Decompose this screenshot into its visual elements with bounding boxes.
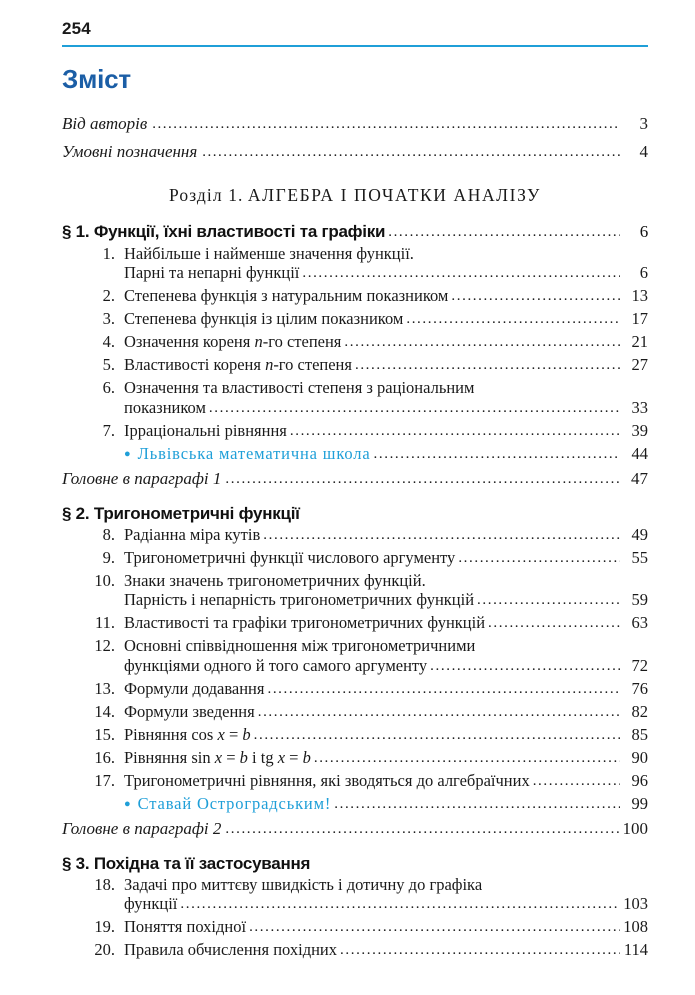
toc-item-page: 108 xyxy=(623,917,648,937)
toc-item-text: Формули додавання xyxy=(124,678,265,698)
dot-leader xyxy=(406,312,620,327)
toc-item-text: Тригонометричні функції числового аргументу xyxy=(124,547,456,567)
toc-item[interactable] xyxy=(62,615,648,632)
toc-item-text: Степенева функція з натуральним показником xyxy=(124,286,449,306)
toc-item-body xyxy=(124,524,648,544)
toc-item-number: 4. xyxy=(102,332,115,352)
toc-item[interactable] xyxy=(62,874,648,914)
header-rule xyxy=(62,45,648,48)
toc-item-number: 14. xyxy=(94,701,115,721)
toc-item-text: функції xyxy=(124,894,178,914)
toc-item-text: Задачі про миттєву швидкість і дотичну до графіка xyxy=(124,874,483,894)
section-heading-page: 6 xyxy=(639,221,648,241)
dot-leader xyxy=(533,774,620,789)
page-number: 254 xyxy=(62,19,91,38)
dot-leader xyxy=(258,705,620,720)
toc-item-number: 16. xyxy=(94,747,115,767)
toc-bullet-page: 99 xyxy=(631,793,648,813)
toc-item-body xyxy=(124,334,648,351)
toc-item-text: Основні співвідношення між тригонометричними xyxy=(124,636,476,656)
dot-leader xyxy=(254,728,620,743)
toc-item-body xyxy=(124,420,648,440)
toc-item-text: показником xyxy=(124,397,206,417)
toc-item-page: 103 xyxy=(623,894,648,914)
toc-item-number: 19. xyxy=(94,917,115,937)
toc-item-page: 33 xyxy=(631,397,648,417)
sections-container xyxy=(62,223,648,960)
chapter-heading xyxy=(62,185,648,206)
front-matter-entry[interactable] xyxy=(62,115,648,133)
dot-leader xyxy=(180,897,620,912)
toc-item-number: 6. xyxy=(102,378,115,398)
toc-item-text: Рівняння cos x = b xyxy=(124,724,251,744)
toc-item-text: Тригонометричні рівняння, які зводяться до алгебраїчних xyxy=(124,770,530,790)
dot-leader xyxy=(388,225,620,240)
chapter-title: АЛГЕБРА І ПОЧАТКИ АНАЛІЗУ xyxy=(247,184,541,205)
dot-leader xyxy=(225,822,620,837)
toc-item-body xyxy=(124,547,648,567)
toc-item-number: 5. xyxy=(102,355,115,375)
section-summary-label: Головне в параграфі 1 xyxy=(62,468,222,488)
dot-leader xyxy=(344,335,620,350)
section-heading[interactable] xyxy=(62,223,648,241)
toc-item-body xyxy=(124,724,648,744)
toc-item[interactable] xyxy=(62,701,648,721)
toc-item-text: Степенева функція із цілим показником xyxy=(124,309,404,329)
toc-item-page: 63 xyxy=(631,613,648,633)
toc-item-text: Властивості та графіки тригонометричних функцій xyxy=(124,613,486,633)
section-heading-label: § 3. Похідна та її застосування xyxy=(62,853,311,873)
section-summary-page: 100 xyxy=(622,818,648,838)
dot-leader xyxy=(477,593,620,608)
bullet-dot-icon: ● xyxy=(124,797,131,810)
dot-leader xyxy=(152,117,620,132)
section-summary-page: 47 xyxy=(631,468,648,488)
toc-item-page: 72 xyxy=(631,655,648,675)
toc-item[interactable] xyxy=(62,420,648,440)
toc-item-text: Рівняння sin x = b і tg x = b xyxy=(124,747,311,767)
chapter-prefix: Розділ 1. xyxy=(168,184,244,205)
toc-item-page: 27 xyxy=(631,355,648,375)
dot-leader xyxy=(209,401,620,416)
toc-item[interactable] xyxy=(62,334,648,351)
toc-item[interactable] xyxy=(62,724,648,744)
dot-leader xyxy=(340,943,620,958)
front-matter-list xyxy=(62,115,648,161)
toc-item[interactable] xyxy=(62,288,648,305)
dot-leader xyxy=(355,358,620,373)
section-heading[interactable] xyxy=(62,505,648,522)
toc-item-text: Поняття похідної xyxy=(124,917,247,937)
toc-item-body xyxy=(124,357,648,374)
toc-item[interactable] xyxy=(62,942,648,959)
toc-item-body xyxy=(124,311,648,328)
toc-item-body xyxy=(124,638,648,675)
toc-item-page: 55 xyxy=(631,547,648,567)
toc-item-body xyxy=(124,243,648,283)
toc-item-body xyxy=(124,570,648,610)
toc-item-number: 1. xyxy=(102,243,115,263)
toc-item-page: 82 xyxy=(631,701,648,721)
toc-item-page: 85 xyxy=(631,724,648,744)
toc-item-page: 96 xyxy=(631,770,648,790)
toc-item[interactable] xyxy=(62,678,648,698)
section-heading-label: § 2. Тригонометричні функції xyxy=(62,503,300,523)
dot-leader xyxy=(302,266,620,281)
toc-item-number: 11. xyxy=(94,613,115,633)
dot-leader xyxy=(458,551,620,566)
dot-leader xyxy=(225,472,620,487)
toc-item-number: 2. xyxy=(102,286,115,306)
toc-item-number: 10. xyxy=(94,570,115,590)
front-matter-page: 4 xyxy=(639,141,648,161)
toc-item[interactable] xyxy=(62,243,648,283)
section-summary-entry[interactable] xyxy=(62,470,648,488)
toc-item-text: Парність і непарність тригонометричних функцій xyxy=(124,590,475,610)
front-matter-label: Умовні позначення xyxy=(62,141,198,161)
toc-item[interactable] xyxy=(62,570,648,610)
toc-item[interactable] xyxy=(62,770,648,790)
toc-bullet-page: 44 xyxy=(631,443,648,463)
dot-leader xyxy=(488,616,620,631)
toc-item-body xyxy=(124,701,648,721)
dot-leader xyxy=(263,528,620,543)
toc-item-number: 12. xyxy=(94,636,115,656)
toc-item[interactable] xyxy=(62,380,648,417)
toc-bullet-label: Ставай Остроградським! xyxy=(137,793,332,813)
toc-item-text: Означення кореня n-го степеня xyxy=(124,332,342,352)
toc-item-page: 49 xyxy=(631,524,648,544)
toc-item-body xyxy=(124,770,648,790)
front-matter-label: Від авторів xyxy=(62,113,148,133)
toc-item-number: 13. xyxy=(94,678,115,698)
dot-leader xyxy=(202,145,620,160)
toc-item-body xyxy=(124,874,648,914)
toc-item-text: Парні та непарні функції xyxy=(124,263,300,283)
toc-item-number: 3. xyxy=(102,309,115,329)
toc-item-number: 20. xyxy=(94,940,115,960)
toc-item[interactable] xyxy=(62,357,648,374)
toc-item-text: Найбільше і найменше значення функції. xyxy=(124,243,414,263)
toc-item[interactable] xyxy=(62,524,648,544)
toc-item-page: 59 xyxy=(631,590,648,610)
toc-item[interactable] xyxy=(62,919,648,936)
toc-item-page: 13 xyxy=(631,286,648,306)
toc-item-body xyxy=(124,919,648,936)
toc-item-text: Означення та властивості степеня з раціональним xyxy=(124,378,475,398)
toc-item[interactable] xyxy=(62,311,648,328)
dot-leader xyxy=(249,920,620,935)
toc-item-page: 6 xyxy=(639,263,648,283)
toc-item-text: Знаки значень тригонометричних функцій. xyxy=(124,570,426,590)
toc-item-page: 114 xyxy=(623,940,648,960)
front-matter-entry[interactable] xyxy=(62,143,648,161)
toc-item-page: 17 xyxy=(631,309,648,329)
toc-item-body xyxy=(124,942,648,959)
front-matter-page: 3 xyxy=(639,113,648,133)
toc-item-text: Радіанна міра кутів xyxy=(124,524,261,544)
toc-item-page: 90 xyxy=(631,747,648,767)
section-summary-label: Головне в параграфі 2 xyxy=(62,818,222,838)
toc-item-text: функціями одного й того самого аргументу xyxy=(124,655,428,675)
dot-leader xyxy=(290,424,620,439)
toc-item[interactable] xyxy=(62,547,648,567)
section-summary-entry[interactable] xyxy=(62,820,648,838)
dot-leader xyxy=(430,659,620,674)
toc-item[interactable] xyxy=(62,747,648,767)
toc-bullet-label: Львівська математична школа xyxy=(137,443,371,463)
toc-item-body xyxy=(124,288,648,305)
section-entry-list xyxy=(62,524,648,813)
toc-item-body xyxy=(124,678,648,698)
toc-item[interactable] xyxy=(62,638,648,675)
toc-item-body xyxy=(124,380,648,417)
section-heading[interactable] xyxy=(62,855,648,872)
toc-item-number: 18. xyxy=(94,874,115,894)
toc-item-number: 9. xyxy=(102,547,115,567)
toc-bullet-entry[interactable] xyxy=(62,443,648,463)
toc-item-number: 15. xyxy=(94,724,115,744)
toc-item-page: 21 xyxy=(631,332,648,352)
section-heading-label: § 1. Функції, їхні властивості та графіки xyxy=(62,221,386,241)
toc-item-body xyxy=(124,615,648,632)
toc-item-text: Властивості кореня n-го степеня xyxy=(124,355,352,375)
bullet-dot-icon: ● xyxy=(124,447,131,460)
toc-item-number: 7. xyxy=(102,420,115,440)
toc-item-page: 76 xyxy=(631,678,648,698)
page-title: Зміст xyxy=(62,64,131,95)
toc-bullet-entry[interactable] xyxy=(62,793,648,813)
dot-leader xyxy=(267,682,620,697)
dot-leader xyxy=(451,289,620,304)
toc-item-text: Правила обчислення похідних xyxy=(124,940,338,960)
section-entry-list xyxy=(62,874,648,960)
toc-item-text: Формули зведення xyxy=(124,701,255,721)
dot-leader xyxy=(314,751,620,766)
toc-item-number: 17. xyxy=(94,770,115,790)
toc-item-text: Ірраціональні рівняння xyxy=(124,420,287,440)
toc-item-number: 8. xyxy=(102,524,115,544)
section-entry-list xyxy=(62,243,648,463)
toc-item-body xyxy=(124,747,648,767)
dot-leader xyxy=(374,447,620,462)
toc-item-page: 39 xyxy=(631,420,648,440)
dot-leader xyxy=(334,797,620,812)
